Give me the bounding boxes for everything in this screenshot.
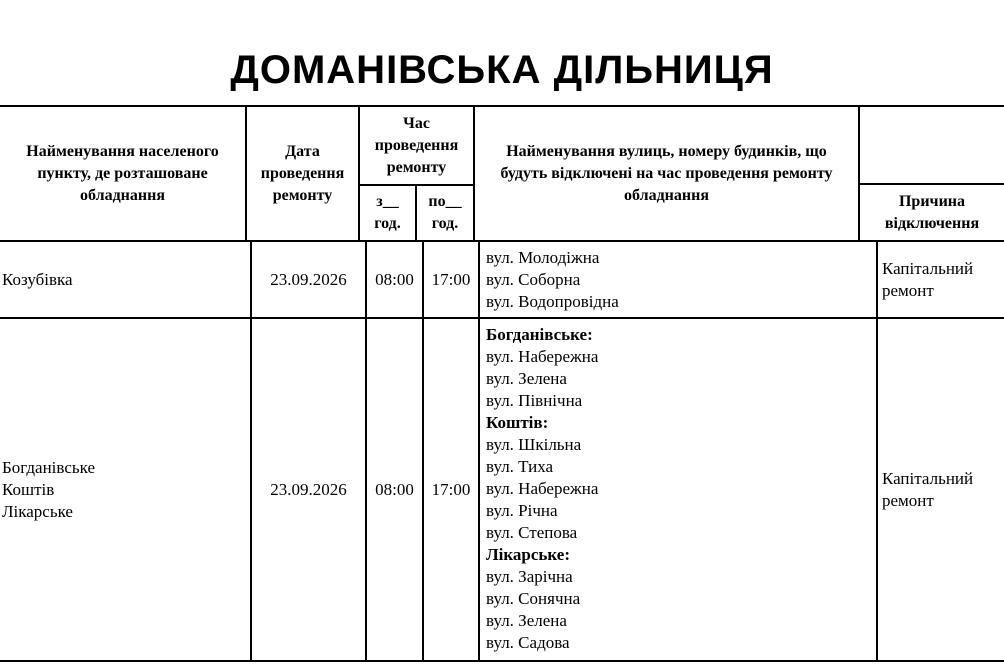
row2-date: 23.09.2026 bbox=[270, 479, 347, 499]
row1-time-to: 17:00 bbox=[431, 269, 471, 289]
street-item: вул. Північна bbox=[486, 391, 583, 410]
settlement-group-heading: Лікарське: bbox=[486, 545, 570, 564]
row1-date: 23.09.2026 bbox=[270, 269, 347, 289]
row2-streets bbox=[486, 324, 876, 658]
header-reason: Причина відключення bbox=[884, 192, 980, 232]
street-item: вул. Набережна bbox=[486, 347, 599, 366]
street-item: вул. Молодіжна bbox=[486, 247, 600, 267]
header-date: Дата проведення ремонту bbox=[260, 142, 345, 204]
street-item: вул. Шкільна bbox=[486, 435, 582, 454]
row1-streets bbox=[486, 242, 876, 317]
street-item: вул. Сонячна bbox=[486, 589, 581, 608]
settlement-item: Коштів bbox=[2, 479, 55, 499]
row2-settlement bbox=[2, 319, 250, 660]
row1-reason: Капітальний ремонт bbox=[882, 258, 974, 300]
settlement-item: Лікарське bbox=[2, 501, 73, 521]
header-time: Час проведення ремонту bbox=[374, 114, 459, 176]
page-title: ДОМАНІВСЬКА ДІЛЬНИЦЯ bbox=[230, 48, 774, 92]
settlement-group-heading: Богданівське: bbox=[486, 325, 593, 344]
row1-settlement: Козубівка bbox=[2, 269, 73, 289]
row2-time-from: 08:00 bbox=[375, 479, 414, 499]
row2-reason: Капітальний ремонт bbox=[882, 468, 974, 510]
street-item: вул. Зарічна bbox=[486, 567, 573, 586]
street-item: вул. Водопровідна bbox=[486, 291, 619, 311]
row2-time-to: 17:00 bbox=[431, 479, 471, 499]
header-settlement: Найменування населеного пункту, де розташоване обладнання bbox=[26, 142, 219, 204]
row1-time-from: 08:00 bbox=[375, 269, 414, 289]
header-time-to: по__ год. bbox=[428, 193, 462, 232]
street-item: вул. Річна bbox=[486, 501, 558, 520]
body-col-divider bbox=[876, 240, 878, 662]
street-item: вул. Тиха bbox=[486, 457, 554, 476]
header-streets: Найменування вулиць, номеру будинків, що будуть відключені на час проведення ремонту обладнання bbox=[500, 142, 833, 204]
settlement-group-heading: Коштів: bbox=[486, 413, 549, 432]
street-item: вул. Соборна bbox=[486, 269, 581, 289]
street-item: вул. Зелена bbox=[486, 369, 567, 388]
body-col-divider bbox=[478, 240, 480, 662]
settlement-item: Богданівське bbox=[2, 457, 96, 477]
street-item: вул. Степова bbox=[486, 523, 578, 542]
street-item: вул. Зелена bbox=[486, 611, 567, 630]
table-bottom-border bbox=[0, 660, 1004, 662]
street-item: вул. Набережна bbox=[486, 479, 599, 498]
street-item: вул. Садова bbox=[486, 633, 570, 652]
header-time-from: з__ год. bbox=[374, 193, 401, 232]
